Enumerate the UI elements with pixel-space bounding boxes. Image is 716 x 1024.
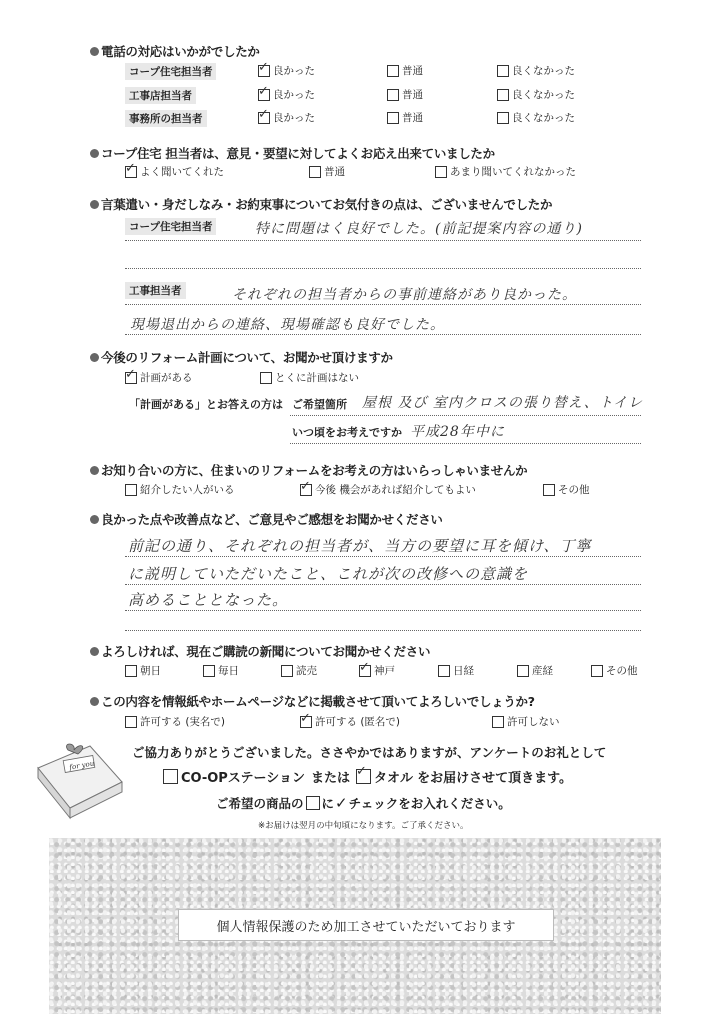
sec1-row2-good[interactable]: ✓ 良かった xyxy=(258,87,315,102)
checkbox[interactable] xyxy=(497,65,509,77)
checkbox-checked[interactable] xyxy=(258,112,270,124)
answer-line xyxy=(125,268,641,269)
sec4-place-answer: 屋根 及び 室内クロスの張り替え、トイレ xyxy=(362,395,644,411)
sec8-option-2[interactable]: ✓ 許可する (匿名で) xyxy=(300,714,400,729)
checkbox-checked[interactable] xyxy=(359,665,371,677)
checkbox-checked[interactable] xyxy=(125,166,137,178)
checkbox[interactable] xyxy=(125,665,137,677)
checkbox[interactable] xyxy=(281,665,293,677)
privacy-notice: 個人情報保護のため加工させていただいております xyxy=(178,909,554,941)
checkbox[interactable] xyxy=(125,484,137,496)
section-7-title: よろしければ、現在ご購読の新聞についてお聞かせください xyxy=(90,642,430,660)
sec2-option-3[interactable]: あまり聞いてくれなかった xyxy=(435,164,576,179)
answer-line xyxy=(125,556,641,557)
sec1-row3-good[interactable]: ✓ 良かった xyxy=(258,110,315,125)
sec2-option-2[interactable]: 普通 xyxy=(309,164,345,179)
section-6-title: 良かった点や改善点など、ご意見やご感想をお聞かせください xyxy=(90,510,443,528)
bullet-icon xyxy=(90,466,99,475)
sec3-coop-answer: 特に問題はく良好でした。(前記提案内容の通り) xyxy=(255,221,583,237)
gift-box-illustration xyxy=(34,742,126,822)
sec1-row3-normal[interactable]: 普通 xyxy=(387,110,423,125)
check-instruction: ご希望の商品の に ✓ チェックをお入れください。 xyxy=(216,794,511,812)
checkbox-checked[interactable] xyxy=(300,716,312,728)
sec8-option-1[interactable]: 許可する (実名で) xyxy=(125,714,225,729)
sec1-row2-label: 工事店担当者 xyxy=(125,87,196,104)
checkbox[interactable] xyxy=(203,665,215,677)
checkbox[interactable] xyxy=(517,665,529,677)
answer-line xyxy=(125,334,641,335)
answer-line xyxy=(125,240,641,241)
checkbox[interactable] xyxy=(543,484,555,496)
checkbox[interactable] xyxy=(260,372,272,384)
example-checkbox xyxy=(306,796,320,810)
sec6-answer-2: に説明していただいたこと、これが次の改修への意識を xyxy=(128,565,529,583)
sec4-opt-no[interactable]: とくに計画はない xyxy=(260,370,359,385)
gift-tag-text: for you xyxy=(68,759,95,772)
answer-line xyxy=(125,630,641,631)
checkbox[interactable] xyxy=(497,112,509,124)
section-2-title: コープ住宅 担当者は、意見・要望に対してよくお応え出来ていましたか xyxy=(90,144,495,162)
sec5-option-3[interactable]: その他 xyxy=(543,482,590,497)
section-5-title: お知り合いの方に、住まいのリフォームをお考えの方はいらっしゃいませんか xyxy=(90,461,527,479)
sec1-row1-good[interactable]: ✓ 良かった xyxy=(258,63,315,78)
newspaper-kobe[interactable]: ✓ 神戸 xyxy=(359,663,395,678)
checkbox[interactable] xyxy=(125,716,137,728)
bullet-icon xyxy=(90,515,99,524)
checkbox-checked[interactable] xyxy=(300,484,312,496)
newspaper-yomiuri[interactable]: 読売 xyxy=(281,663,317,678)
answer-line xyxy=(290,443,641,444)
sec2-option-1[interactable]: ✓ よく聞いてくれた xyxy=(125,164,224,179)
sec1-row1-label: コープ住宅担当者 xyxy=(125,63,216,80)
sec4-answer-label: 「計画がある」とお答えの方は xyxy=(129,398,283,411)
sec8-option-3[interactable]: 許可しない xyxy=(492,714,560,729)
gift-choice-row: CO-OPステーション または ✓ タオル をお届けさせて頂きます。 xyxy=(163,767,572,786)
section-4-title: 今後のリフォーム計画について、お聞かせ頂けますか xyxy=(90,348,393,366)
sec1-row2-normal[interactable]: 普通 xyxy=(387,87,423,102)
answer-line xyxy=(125,584,641,585)
checkbox[interactable] xyxy=(492,716,504,728)
sec4-when-label: いつ頃をお考えですか xyxy=(292,426,402,439)
checkbox-checked[interactable] xyxy=(125,372,137,384)
sec1-row1-normal[interactable]: 普通 xyxy=(387,63,423,78)
delivery-note: ※お届けは翌月の中旬頃になります。ご了承ください。 xyxy=(258,821,469,831)
coop-station-checkbox[interactable] xyxy=(163,769,178,784)
checkbox[interactable] xyxy=(497,89,509,101)
answer-line xyxy=(290,415,641,416)
checkbox[interactable] xyxy=(387,112,399,124)
section-1-title: 電話の対応はいかがでしたか xyxy=(90,42,260,60)
check-mark-icon: ✓ xyxy=(335,794,348,812)
sec5-option-1[interactable]: 紹介したい人がいる xyxy=(125,482,235,497)
towel-checkbox[interactable] xyxy=(356,769,371,784)
checkbox[interactable] xyxy=(387,89,399,101)
newspaper-sankei[interactable]: 産経 xyxy=(517,663,553,678)
checkbox[interactable] xyxy=(387,65,399,77)
newspaper-other[interactable]: その他 xyxy=(591,663,638,678)
sec6-answer-1: 前記の通り、それぞれの担当者が、当方の要望に耳を傾け、丁寧 xyxy=(128,537,592,555)
sec1-row2-bad[interactable]: 良くなかった xyxy=(497,87,575,102)
sec1-row1-bad[interactable]: 良くなかった xyxy=(497,63,575,78)
sec1-row3-label: 事務所の担当者 xyxy=(125,110,207,127)
checkbox-checked[interactable] xyxy=(258,65,270,77)
bullet-icon xyxy=(90,200,99,209)
newspaper-asahi[interactable]: 朝日 xyxy=(125,663,161,678)
newspaper-mainichi[interactable]: 毎日 xyxy=(203,663,239,678)
sec6-answer-3: 高めることとなった。 xyxy=(128,591,289,609)
sec4-when-answer: 平成28年中に xyxy=(410,424,505,440)
checkbox[interactable] xyxy=(309,166,321,178)
answer-line xyxy=(125,304,641,305)
newspaper-nikkei[interactable]: 日経 xyxy=(438,663,474,678)
bullet-icon xyxy=(90,47,99,56)
section-8-title: この内容を情報紙やホームページなどに掲載させて頂いてよろしいでしょうか? xyxy=(90,692,535,710)
sec3-koji-label: 工事担当者 xyxy=(125,282,186,299)
sec1-row3-bad[interactable]: 良くなかった xyxy=(497,110,575,125)
sec4-place-label: ご希望箇所 xyxy=(292,398,347,411)
bullet-icon xyxy=(90,149,99,158)
thanks-line-1: ご協力ありがとうございました。ささやかではありますが、アンケートのお礼として xyxy=(132,745,607,760)
answer-line xyxy=(125,610,641,611)
bullet-icon xyxy=(90,647,99,656)
checkbox[interactable] xyxy=(438,665,450,677)
bullet-icon xyxy=(90,353,99,362)
checkbox[interactable] xyxy=(435,166,447,178)
section-3-title: 言葉遣い・身だしなみ・お約束事についてお気付きの点は、ございませんでしたか xyxy=(90,195,552,213)
sec4-opt-yes[interactable]: ✓ 計画がある xyxy=(125,370,193,385)
sec3-koji-answer-1: それぞれの担当者からの事前連絡があり良かった。 xyxy=(232,287,577,303)
sec3-koji-answer-2: 現場退出からの連絡、現場確認も良好でした。 xyxy=(130,317,445,333)
bullet-icon xyxy=(90,697,99,706)
sec3-coop-label: コープ住宅担当者 xyxy=(125,218,216,235)
checkbox[interactable] xyxy=(591,665,603,677)
sec5-option-2[interactable]: ✓ 今後 機会があれば紹介してもよい xyxy=(300,482,476,497)
checkbox-checked[interactable] xyxy=(258,89,270,101)
